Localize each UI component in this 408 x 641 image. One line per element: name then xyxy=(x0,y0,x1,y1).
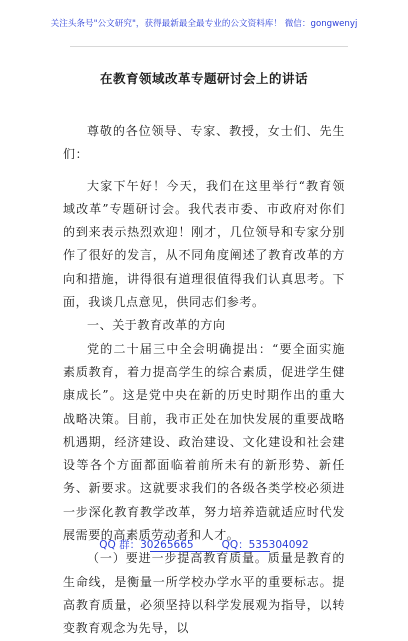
document-title: 在教育领域改革专题研讨会上的讲话 xyxy=(99,71,308,86)
footer-contact xyxy=(0,537,408,552)
qq-label: QQ： xyxy=(221,539,249,551)
paragraph-direction: 党的二十届三中全会明确提出：“要全面实施素质教育，着力提高学生的综合素质，促进学生健康成长”。这是党中央在新的历史时期作出的重大战略决策。目前，我市正处在加快发展的重要战略机遇期，经济建设、政治建设、文化建设和社会建设等各个方面都面临着前所未有的新形势、新任务、新要求。这就要求我们的各级各类学校必须进一步深化教育教学改革，努力培养造就适应时代发展需要的高素质劳动者和人才。 xyxy=(63,341,345,543)
document-body xyxy=(63,120,345,641)
header-note: 关注头条号"公文研究"，获得最新最全最专业的公文资料库！ 微信：gongwenyj xyxy=(50,19,358,29)
header-divider xyxy=(70,46,348,47)
salutation: 尊敬的各位领导、专家、教授，女士们、先生们： xyxy=(63,124,345,162)
qq-number: 535304092 xyxy=(248,539,309,551)
qq-group-label: QQ 群： xyxy=(99,539,141,551)
paragraph-quality: （一）要进一步提高教育质量。质量是教育的生命线，是衡量一所学校办学水平的重要标志。提高教育质量，必须坚持以科学发展观为指导，以转变教育观念为先导，以 xyxy=(63,551,345,636)
paragraph-opening: 大家下午好！今天，我们在这里举行“教育领域改革”专题研讨会。我代表市委、市政府对你们的到来表示热烈欢迎！刚才，几位领导和专家分别作了很好的发言，从不同角度阐述了教育改革的方向和措施，讲得很有道理很值得我们认真思考。下面，我谈几点意见，供同志们参考。 xyxy=(63,178,345,310)
section-heading: 一、关于教育改革的方向 xyxy=(87,318,226,333)
qq-group-number: 30265665 xyxy=(140,539,194,551)
footer-underline xyxy=(150,551,270,552)
